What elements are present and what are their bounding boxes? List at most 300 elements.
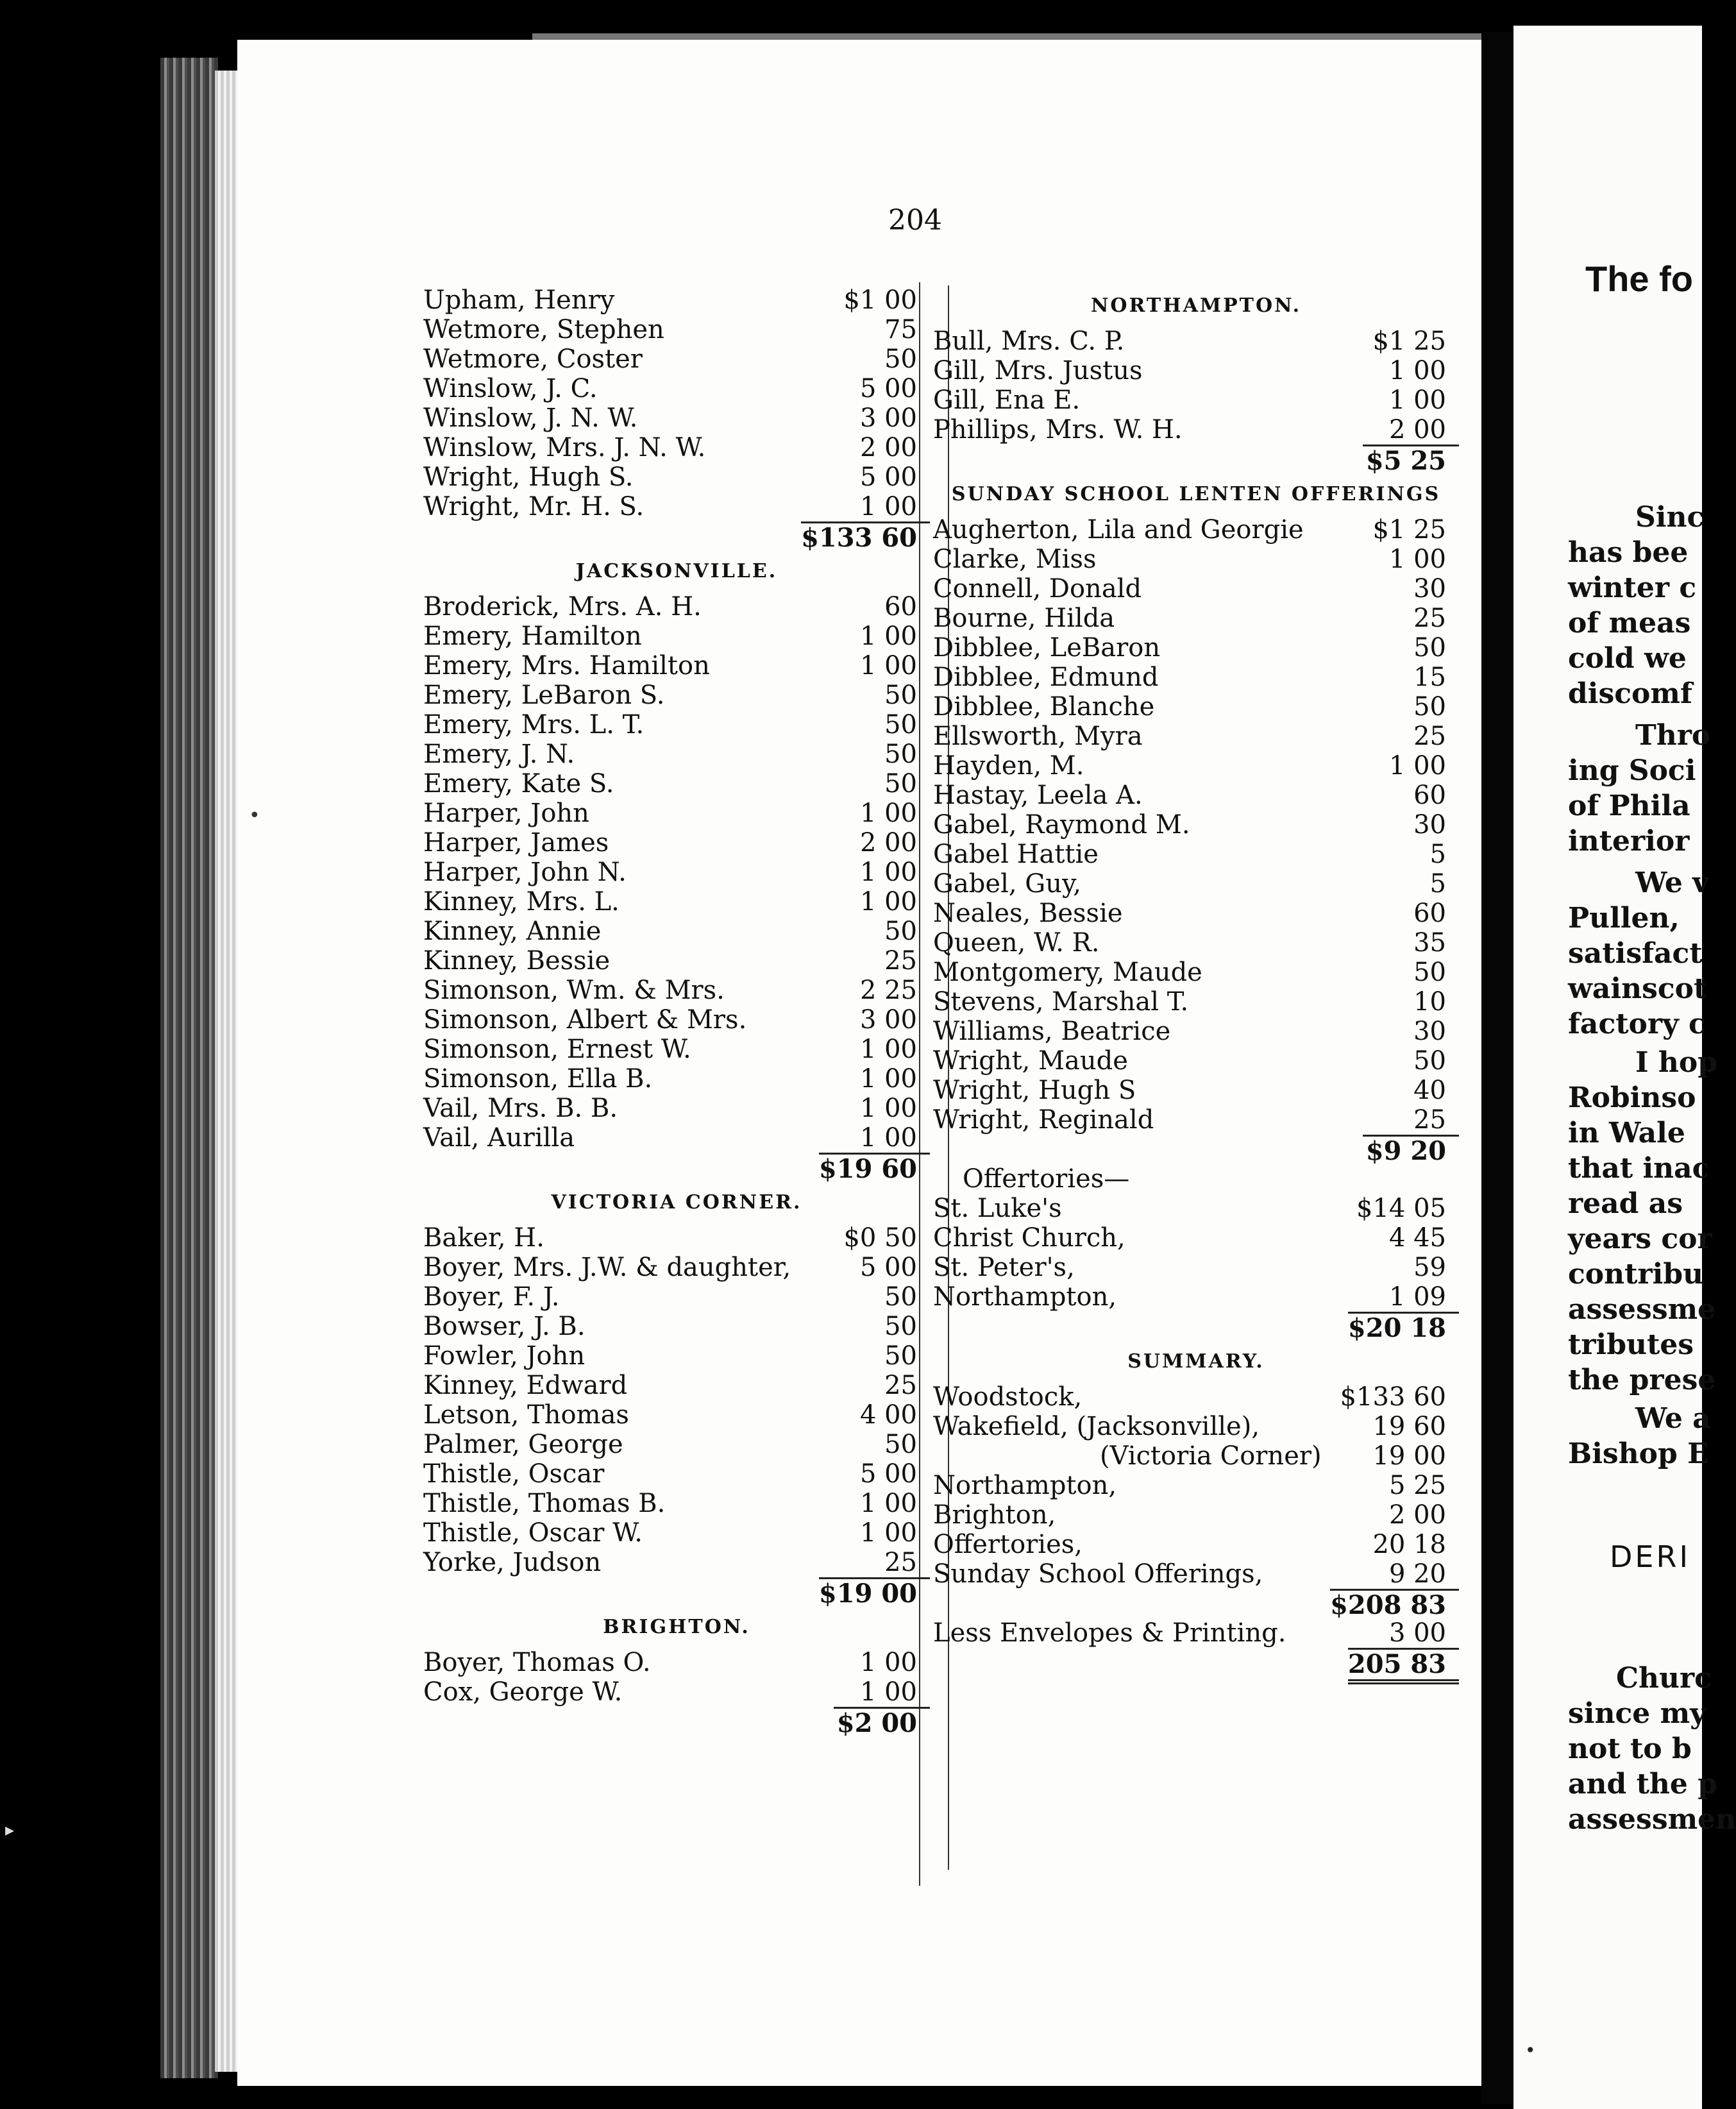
entry-row	[933, 415, 1459, 445]
entry-name: Gabel, Guy,	[933, 869, 1082, 899]
entry-row	[423, 1005, 930, 1035]
entry-name: Simonson, Ella B.	[423, 1064, 653, 1094]
scanner-mark: ▸	[5, 1819, 15, 1840]
entry-row	[423, 1312, 930, 1341]
entry-row	[933, 840, 1459, 869]
facing-line: in Wale	[1568, 1117, 1685, 1149]
facing-line: factory c	[1568, 1008, 1706, 1040]
entry-amount: 1 00	[1388, 545, 1446, 574]
entry-row	[423, 1430, 930, 1459]
facing-line: that inac	[1568, 1152, 1710, 1185]
entry-row	[933, 1441, 1459, 1471]
entry-row	[933, 1282, 1459, 1312]
entry-amount: 60	[884, 592, 917, 622]
entry-name: Ellsworth, Myra	[933, 722, 1143, 751]
facing-line: the prese	[1568, 1364, 1716, 1396]
entry-row	[933, 869, 1459, 899]
entry-row	[933, 326, 1459, 356]
facing-line: Bishop E	[1568, 1437, 1709, 1470]
entry-amount: 1 00	[859, 1648, 917, 1677]
facing-line: cold we	[1568, 642, 1687, 675]
entry-amount: $208 83	[1330, 1589, 1459, 1620]
entry-row	[933, 1500, 1459, 1530]
entry-row	[423, 403, 930, 433]
entry-amount: 1 00	[859, 1677, 917, 1707]
facing-line: Pullen,	[1568, 902, 1680, 935]
entry-amount: 1 00	[859, 492, 917, 521]
facing-line: We a	[1635, 1402, 1711, 1435]
entry-amount: 30	[1413, 1017, 1446, 1046]
entry-amount: 5 00	[859, 462, 917, 492]
entry-amount: 50	[884, 710, 917, 740]
entry-name: Emery, Kate S.	[423, 769, 614, 799]
right-column	[933, 285, 1459, 1677]
entry-amount: 1 00	[859, 622, 917, 651]
entry-name: Bull, Mrs. C. P.	[933, 326, 1125, 356]
entry-row	[423, 710, 930, 740]
entry-amount: 25	[1413, 722, 1446, 751]
entry-name: Neales, Bessie	[933, 899, 1123, 928]
facing-line: Sinc	[1635, 501, 1705, 534]
entry-amount: 9 20	[1388, 1559, 1446, 1589]
entry-row	[933, 1046, 1459, 1076]
entry-name: Emery, Mrs. Hamilton	[423, 651, 710, 681]
entry-name: Sunday School Offerings,	[933, 1559, 1263, 1589]
entry-row	[423, 433, 930, 462]
entry-amount: 19 00	[1372, 1441, 1446, 1471]
entry-name: Hastay, Leela A.	[933, 781, 1143, 810]
entry-name: Thistle, Thomas B.	[423, 1489, 666, 1518]
entry-row	[423, 1459, 930, 1489]
entry-amount: 1 00	[1388, 385, 1446, 415]
entry-amount: 50	[884, 1282, 917, 1312]
entry-amount: $19 60	[819, 1153, 930, 1184]
facing-line: winter c	[1568, 572, 1697, 604]
entry-row	[423, 681, 930, 710]
book-gutter	[1481, 32, 1513, 2104]
entry-row	[933, 1105, 1459, 1135]
entry-name: Wetmore, Stephen	[423, 315, 664, 344]
total-row	[423, 521, 930, 551]
entry-amount: 1 00	[859, 1064, 917, 1094]
section-heading: SUMMARY.	[1127, 1350, 1265, 1373]
entry-amount: $1 00	[843, 285, 917, 315]
entry-row	[933, 692, 1459, 722]
section-heading: NORTHAMPTON.	[1090, 294, 1302, 317]
facing-line: and the p	[1568, 1768, 1717, 1800]
entry-name: Wright, Mr. H. S.	[423, 492, 645, 521]
entry-row	[933, 810, 1459, 840]
entry-name: Winslow, J. N. W.	[423, 403, 638, 433]
entry-name: St. Luke's	[933, 1194, 1062, 1223]
entry-name: Brighton,	[933, 1500, 1056, 1530]
entry-amount: 50	[1413, 692, 1446, 722]
entry-name: Yorke, Judson	[423, 1548, 602, 1577]
entry-amount: $133 60	[1340, 1382, 1446, 1412]
entry-row	[933, 928, 1459, 958]
entry-name: Gill, Mrs. Justus	[933, 356, 1143, 385]
entry-amount: 20 18	[1372, 1530, 1446, 1559]
entry-name: St. Peter's,	[933, 1253, 1075, 1282]
entry-name: Wetmore, Coster	[423, 344, 643, 374]
entry-amount: 5 00	[859, 1253, 917, 1282]
entry-row	[423, 592, 930, 622]
entry-row	[423, 828, 930, 858]
entry-amount: 205 83	[1348, 1648, 1459, 1684]
entry-name: Cox, George W.	[423, 1677, 623, 1707]
facing-line: tributes	[1568, 1328, 1694, 1361]
entry-row	[423, 344, 930, 374]
entry-name: Williams, Beatrice	[933, 1017, 1171, 1046]
entry-row	[423, 1094, 930, 1123]
entry-name: Northampton,	[933, 1282, 1117, 1312]
entry-row	[933, 356, 1459, 385]
facing-line: since my	[1568, 1697, 1707, 1730]
entry-name: Kinney, Bessie	[423, 946, 611, 976]
entry-row	[933, 1194, 1459, 1223]
entry-row	[933, 515, 1459, 545]
entry-name: Harper, John	[423, 799, 589, 828]
entry-amount: 5 00	[859, 374, 917, 403]
entry-row	[933, 574, 1459, 604]
entry-row	[423, 887, 930, 917]
entry-amount: 50	[884, 1430, 917, 1459]
entry-name: Winslow, J. C.	[423, 374, 598, 403]
entry-amount: 50	[884, 1312, 917, 1341]
entry-amount: 25	[884, 946, 917, 976]
entry-row	[423, 769, 930, 799]
entry-row	[423, 740, 930, 769]
entry-name: Harper, John N.	[423, 858, 627, 887]
facing-line: We v	[1635, 867, 1709, 899]
entry-amount: 1 00	[1388, 751, 1446, 781]
entry-row	[423, 799, 930, 828]
entry-amount: 1 09	[1388, 1282, 1446, 1312]
entry-name: Kinney, Edward	[423, 1371, 628, 1400]
entry-name: Emery, Hamilton	[423, 622, 642, 651]
entry-amount: 59	[1413, 1253, 1446, 1282]
entry-row	[423, 1064, 930, 1094]
entry-amount: 25	[1413, 604, 1446, 633]
entry-name: Gabel Hattie	[933, 840, 1099, 869]
entry-amount: 50	[884, 769, 917, 799]
total-row	[933, 1135, 1459, 1164]
entry-name: Vail, Mrs. B. B.	[423, 1094, 618, 1123]
facing-line: contribu	[1568, 1258, 1704, 1291]
entry-name: Simonson, Ernest W.	[423, 1035, 691, 1064]
entry-name: Connell, Donald	[933, 574, 1142, 604]
page-edges-light	[215, 71, 240, 2072]
entry-amount: $19 00	[819, 1577, 930, 1609]
entry-name: Wright, Maude	[933, 1046, 1128, 1076]
entry-name: Boyer, Thomas O.	[423, 1648, 651, 1677]
entry-amount: 5	[1429, 869, 1446, 899]
entry-row	[933, 1559, 1459, 1589]
entry-name: Vail, Aurilla	[423, 1123, 575, 1153]
entry-row	[423, 285, 930, 315]
page-speck: •	[249, 804, 260, 827]
entry-amount: 1 00	[859, 1518, 917, 1548]
entry-amount: 3 00	[1388, 1618, 1446, 1648]
entry-row	[933, 1530, 1459, 1559]
entry-amount: 30	[1413, 574, 1446, 604]
entry-amount: 10	[1413, 987, 1446, 1017]
entry-name: Wakefield, (Jacksonville),	[933, 1412, 1260, 1441]
entry-amount: 60	[1413, 781, 1446, 810]
entry-amount: 25	[884, 1548, 917, 1577]
entry-amount: 50	[884, 1341, 917, 1371]
entry-row	[933, 1017, 1459, 1046]
entry-amount: 50	[884, 344, 917, 374]
entry-row	[423, 1518, 930, 1548]
entry-amount: 2 00	[1388, 1500, 1446, 1530]
section-heading: SUNDAY SCHOOL LENTEN OFFERINGS	[951, 483, 1441, 505]
entry-amount: 1 00	[859, 1123, 917, 1153]
page-speck-2: •	[1525, 2040, 1536, 2061]
entry-name: Emery, Mrs. L. T.	[423, 710, 645, 740]
entry-amount: 50	[884, 917, 917, 946]
entry-row	[423, 651, 930, 681]
facing-line: I hop	[1635, 1046, 1718, 1079]
entry-row	[933, 1618, 1459, 1648]
entry-name: Emery, J. N.	[423, 740, 575, 769]
entry-name: Simonson, Wm. & Mrs.	[423, 976, 725, 1005]
entry-row	[933, 958, 1459, 987]
entry-name: Kinney, Mrs. L.	[423, 887, 619, 917]
entry-amount: 2 25	[859, 976, 917, 1005]
facing-line: of meas	[1568, 607, 1691, 639]
entry-amount: 5 25	[1388, 1471, 1446, 1500]
facing-line: discomf	[1568, 677, 1692, 710]
facing-line: wainscot	[1568, 972, 1707, 1005]
entry-row	[423, 1648, 930, 1677]
entry-name: Offertories,	[933, 1530, 1083, 1559]
entry-name: Bowser, J. B.	[423, 1312, 586, 1341]
entry-row	[423, 1548, 930, 1577]
entry-row	[423, 622, 930, 651]
entry-amount: $133 60	[801, 521, 930, 553]
section-heading: JACKSONVILLE.	[575, 560, 778, 582]
entry-row	[933, 1471, 1459, 1500]
entry-row	[933, 1253, 1459, 1282]
entry-row	[423, 1371, 930, 1400]
entry-name: Baker, H.	[423, 1223, 544, 1253]
entry-name: Fowler, John	[423, 1341, 586, 1371]
facing-line: satisfact	[1568, 937, 1703, 970]
entry-name: Thistle, Oscar W.	[423, 1518, 643, 1548]
entry-name: Christ Church,	[933, 1223, 1125, 1253]
entry-amount: 75	[884, 315, 917, 344]
total-row	[423, 1577, 930, 1607]
entry-amount: $1 25	[1372, 326, 1446, 356]
facing-line: Thro	[1635, 719, 1711, 752]
entry-name: (Victoria Corner)	[1100, 1441, 1322, 1471]
entry-name: Northampton,	[933, 1471, 1117, 1500]
entry-name: Bourne, Hilda	[933, 604, 1115, 633]
entry-amount: 40	[1413, 1076, 1446, 1105]
entry-name: Dibblee, Edmund	[933, 663, 1159, 692]
entry-row	[933, 751, 1459, 781]
entry-name: Broderick, Mrs. A. H.	[423, 592, 702, 622]
entry-amount: 50	[1413, 958, 1446, 987]
entry-amount: 3 00	[859, 403, 917, 433]
entry-row	[933, 987, 1459, 1017]
subheading	[933, 1164, 1459, 1194]
entry-row	[423, 462, 930, 492]
entry-amount: 30	[1413, 810, 1446, 840]
entry-name: Emery, LeBaron S.	[423, 681, 665, 710]
entry-name: Woodstock,	[933, 1382, 1083, 1412]
entry-row	[423, 976, 930, 1005]
entry-row	[933, 722, 1459, 751]
facing-heading: DERI	[1610, 1539, 1691, 1574]
entry-row	[423, 1035, 930, 1064]
entry-amount: 5	[1429, 840, 1446, 869]
entry-name: Thistle, Oscar	[423, 1459, 605, 1489]
entry-name: Simonson, Albert & Mrs.	[423, 1005, 747, 1035]
entry-row	[933, 545, 1459, 574]
facing-line: of Phila	[1568, 790, 1690, 822]
facing-line: not to b	[1568, 1732, 1692, 1765]
entry-amount: 5 00	[859, 1459, 917, 1489]
total-row	[423, 1153, 930, 1182]
entry-row	[423, 1400, 930, 1430]
entry-amount: 2 00	[859, 433, 917, 462]
subheading-label: Offertories—	[963, 1164, 1130, 1194]
entry-amount: $14 05	[1356, 1194, 1446, 1223]
entry-name: Gabel, Raymond M.	[933, 810, 1190, 840]
entry-row	[933, 1412, 1459, 1441]
page-number: 204	[888, 204, 942, 237]
entry-amount: 1 00	[859, 799, 917, 828]
entry-row	[933, 663, 1459, 692]
facing-line: Churc	[1616, 1662, 1712, 1695]
entry-name: Wright, Hugh S.	[423, 462, 634, 492]
entry-name: Dibblee, LeBaron	[933, 633, 1161, 663]
entry-name: Kinney, Annie	[423, 917, 602, 946]
entry-amount: $20 18	[1348, 1312, 1459, 1343]
entry-row	[423, 1677, 930, 1707]
entry-row	[423, 917, 930, 946]
entry-name: Clarke, Miss	[933, 545, 1097, 574]
total-row	[423, 1707, 930, 1736]
entry-row	[423, 946, 930, 976]
entry-amount: 60	[1413, 899, 1446, 928]
entry-amount: 25	[884, 1371, 917, 1400]
entry-name: Harper, James	[423, 828, 609, 858]
entry-row	[423, 315, 930, 344]
entry-name: Hayden, M.	[933, 751, 1084, 781]
entry-amount: $2 00	[834, 1707, 930, 1738]
entry-name: Augherton, Lila and Georgie	[933, 515, 1304, 545]
facing-line: assessmen	[1568, 1803, 1736, 1836]
total-row	[933, 1648, 1459, 1677]
facing-line: years cor	[1568, 1223, 1712, 1255]
entry-name: Boyer, Mrs. J.W. & daughter,	[423, 1253, 791, 1282]
page-edges	[160, 58, 218, 2078]
entry-row	[423, 492, 930, 521]
total-row	[933, 445, 1459, 474]
entry-amount: 1 00	[859, 1035, 917, 1064]
entry-amount: 25	[1413, 1105, 1446, 1135]
entry-amount: 3 00	[859, 1005, 917, 1035]
left-column	[423, 285, 930, 1736]
facing-line: read as	[1568, 1187, 1683, 1220]
entry-name: Phillips, Mrs. W. H.	[933, 415, 1183, 445]
section-heading: BRIGHTON.	[603, 1616, 750, 1638]
entry-name: Boyer, F. J.	[423, 1282, 560, 1312]
entry-name: Wright, Hugh S	[933, 1076, 1136, 1105]
entry-name: Letson, Thomas	[423, 1400, 629, 1430]
entry-row	[933, 1382, 1459, 1412]
entry-row	[423, 1123, 930, 1153]
entry-amount: 35	[1413, 928, 1446, 958]
entry-name: Queen, W. R.	[933, 928, 1100, 958]
entry-amount: 1 00	[859, 1489, 917, 1518]
entry-name: Upham, Henry	[423, 285, 615, 315]
entry-amount: 15	[1413, 663, 1446, 692]
entry-row	[423, 1341, 930, 1371]
entry-amount: 2 00	[1388, 415, 1446, 445]
entry-amount: 19 60	[1372, 1412, 1446, 1441]
entry-row	[933, 1223, 1459, 1253]
total-row	[933, 1589, 1459, 1618]
entry-row	[423, 1489, 930, 1518]
entry-amount: 1 00	[859, 887, 917, 917]
entry-amount: 1 00	[1388, 356, 1446, 385]
entry-amount: $9 20	[1363, 1135, 1459, 1166]
entry-amount: $5 25	[1363, 445, 1459, 476]
entry-row	[423, 1253, 930, 1282]
entry-row	[933, 385, 1459, 415]
entry-name: Dibblee, Blanche	[933, 692, 1155, 722]
entry-amount: $0 50	[843, 1223, 917, 1253]
entry-name: Less Envelopes & Printing.	[933, 1618, 1286, 1648]
entry-name: Winslow, Mrs. J. N. W.	[423, 433, 706, 462]
entry-name: Stevens, Marshal T.	[933, 987, 1189, 1017]
entry-amount: 4 45	[1388, 1223, 1446, 1253]
facing-line: ing Soci	[1568, 754, 1696, 787]
entry-row	[933, 604, 1459, 633]
entry-amount: 50	[884, 740, 917, 769]
section-heading: VICTORIA CORNER.	[551, 1191, 802, 1214]
entry-amount: 50	[884, 681, 917, 710]
entry-row	[933, 633, 1459, 663]
entry-amount: 1 00	[859, 858, 917, 887]
entry-row	[933, 899, 1459, 928]
entry-name: Wright, Reginald	[933, 1105, 1154, 1135]
entry-amount: 1 00	[859, 1094, 917, 1123]
entry-amount: 1 00	[859, 651, 917, 681]
facing-line: Robinso	[1568, 1081, 1696, 1114]
entry-name: Montgomery, Maude	[933, 958, 1202, 987]
entry-row	[423, 374, 930, 403]
total-row	[933, 1312, 1459, 1341]
facing-title: The fo	[1585, 258, 1693, 299]
entry-amount: 2 00	[859, 828, 917, 858]
entry-row	[423, 858, 930, 887]
entry-row	[423, 1282, 930, 1312]
entry-amount: 50	[1413, 633, 1446, 663]
entry-row	[933, 1076, 1459, 1105]
entry-name: Palmer, George	[423, 1430, 623, 1459]
entry-amount: 50	[1413, 1046, 1446, 1076]
entry-name: Gill, Ena E.	[933, 385, 1081, 415]
entry-amount: $1 25	[1372, 515, 1446, 545]
entry-amount: 4 00	[859, 1400, 917, 1430]
entry-row	[423, 1223, 930, 1253]
facing-line: assessme	[1568, 1293, 1716, 1326]
